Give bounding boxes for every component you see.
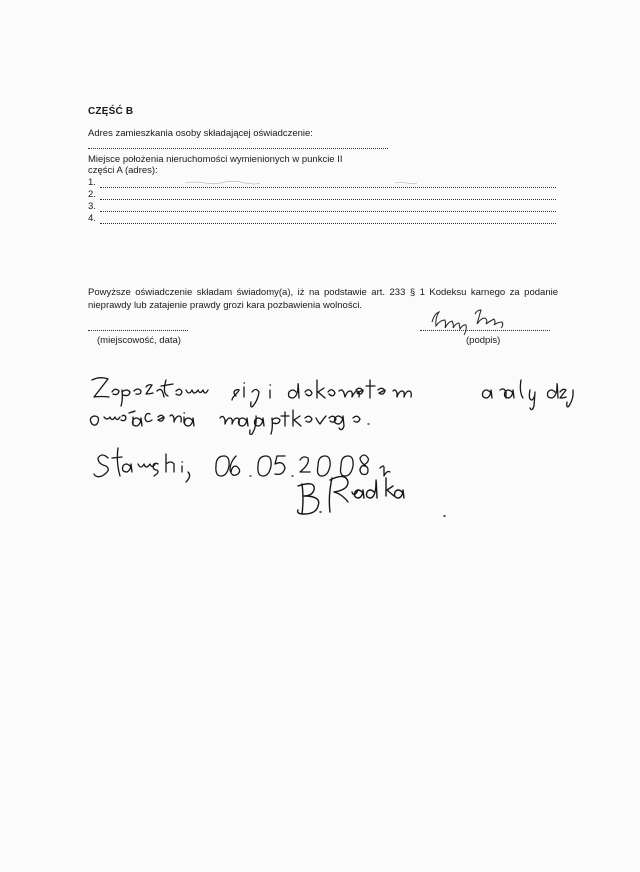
list-item-number: 4.	[88, 213, 96, 224]
faint-scribble	[185, 181, 260, 184]
section-title: CZĘŚĆ B	[88, 106, 134, 117]
list-item-number: 1.	[88, 177, 96, 188]
declaration-text: Powyższe oświadczenie składam świadomy(a), iż na podstawie art. 233 § 1 Kodeksu karnego za podanie nieprawdy lub zatajenie prawdy grozi kara pozbawienia wolności.	[88, 287, 558, 311]
place-date-label: (miejscowość, data)	[97, 335, 181, 346]
signature-label: (podpis)	[466, 335, 501, 346]
list-item-number: 2.	[88, 189, 96, 200]
handwritten-line-3	[96, 452, 396, 478]
list-item-number: 3.	[88, 201, 96, 212]
address-label: Adres zamieszkania osoby składającej oświadczenie:	[88, 128, 313, 139]
handwritten-line-2	[88, 410, 388, 432]
reviewer-signature	[298, 476, 445, 516]
handwritten-line-1	[88, 376, 578, 398]
declarant-signature	[432, 310, 503, 335]
property-label-line1: Miejsce położenia nieruchomości wymienionych w punkcie II	[88, 154, 343, 165]
property-label-line2: części A (adres):	[88, 165, 158, 176]
faint-scribble	[395, 183, 417, 184]
